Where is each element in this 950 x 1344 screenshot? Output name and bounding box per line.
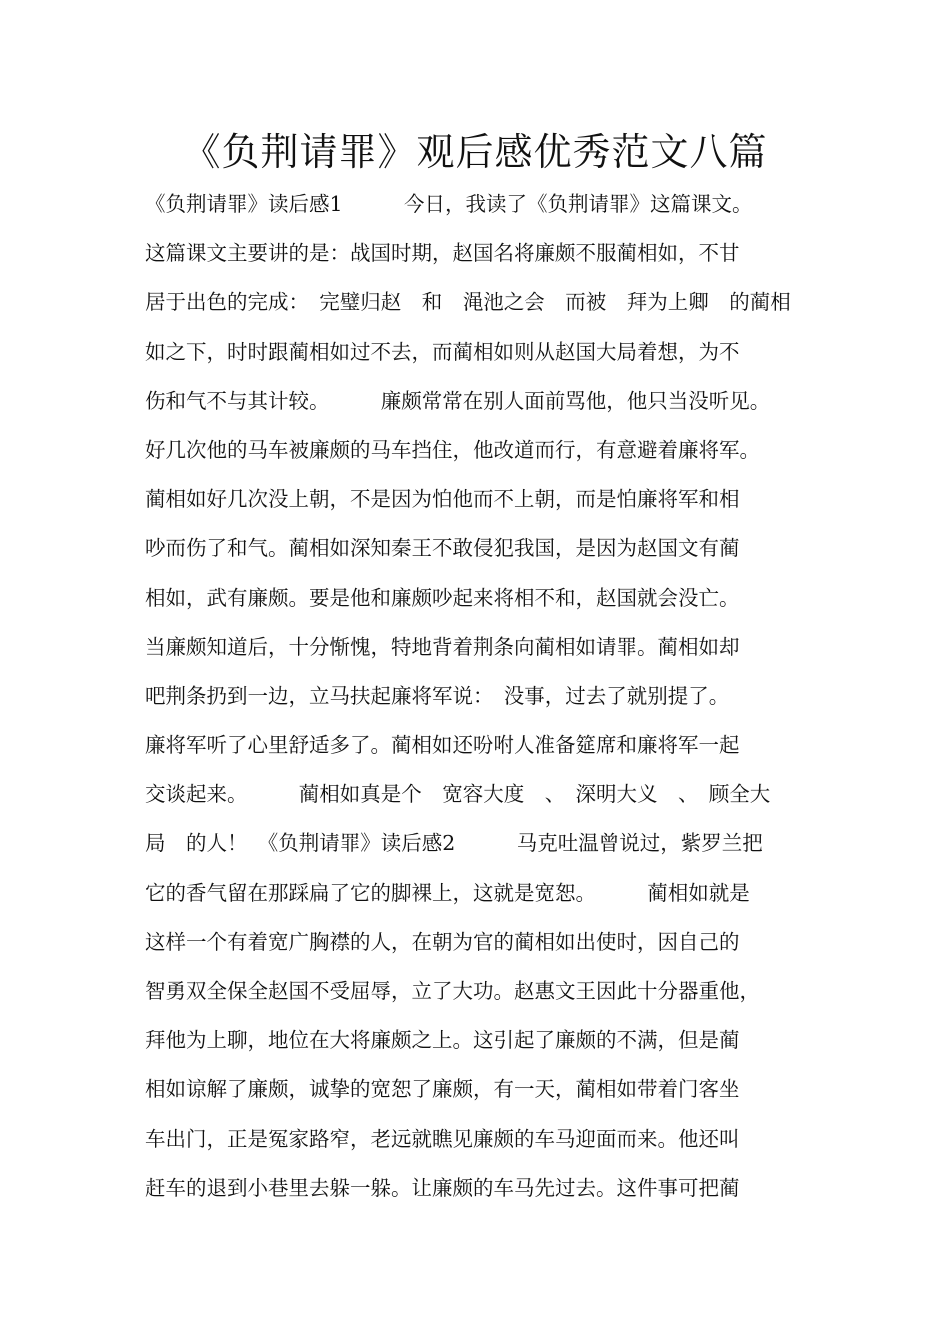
text-line: 局 的人！ 《负荆请罪》读后感2 马克吐温曾说过，紫罗兰把 [145,831,763,856]
text-line: 当廉颇知道后，十分惭愧，特地背着荆条向蔺相如请罪。蔺相如却 [145,634,740,659]
text-line: 吵而伤了和气。蔺相如深知秦王不敢侵犯我国，是因为赵国文有蔺 [145,536,740,561]
text-line: 如之下，时时跟蔺相如过不去，而蔺相如则从赵国大局着想，为不 [145,339,740,364]
text-line: 好几次他的马车被廉颇的马车挡住，他改道而行，有意避着廉将军。 [145,437,760,462]
body-text [145,180,825,1213]
text-line: 赶车的退到小巷里去躲一躲。让廉颇的车马先过去。这件事可把蔺 [145,1175,740,1200]
text-line: 相如，武有廉颇。要是他和廉颇吵起来将相不和，赵国就会没亡。 [145,585,740,610]
text-line: 廉将军听了心里舒适多了。蔺相如还吩咐人准备筵席和廉将军一起 [145,733,740,758]
text-line: 伤和气不与其计较。 廉颇常常在别人面前骂他，他只当没听见。 [145,388,771,413]
text-line: 蔺相如好几次没上朝，不是因为怕他而不上朝，而是怕廉将军和相 [145,487,740,512]
text-line: 《负荆请罪》读后感1 今日，我读了《负荆请罪》这篇课文。 [145,192,753,216]
text-line: 它的香气留在那踩扁了它的脚裸上，这就是宽恕。 蔺相如就是 [145,880,750,905]
text-line: 居于出色的完成： 完璧归赵 和 渑池之会 而被 拜为上卿 的蔺相 [145,290,791,315]
text-line: 车出门，正是冤家路窄，老远就瞧见廉颇的车马迎面而来。他还叫 [145,1126,740,1151]
page-title: 《负荆请罪》观后感优秀范文八篇 [182,130,768,174]
text-line: 拜他为上聊，地位在大将廉颇之上。这引起了廉颇的不满，但是蔺 [145,1028,740,1053]
text-line: 交谈起来。 蔺相如真是个 宽容大度 、 深明大义 、 顾全大 [145,782,771,807]
text-line: 智勇双全保全赵国不受屈辱，立了大功。赵惠文王因此十分器重他， [145,979,760,1003]
text-line: 吧荆条扔到一边，立马扶起廉将军说： 没事，过去了就别提了。 [145,683,730,708]
text-line: 这样一个有着宽广胸襟的人，在朝为官的蔺相如出使时，因自己的 [145,929,740,954]
text-line: 这篇课文主要讲的是：战国时期，赵国名将廉颇不服蔺相如，不甘 [145,241,740,266]
text-line: 相如谅解了廉颇，诚挚的宽恕了廉颇，有一天，蔺相如带着门客坐 [145,1077,740,1102]
